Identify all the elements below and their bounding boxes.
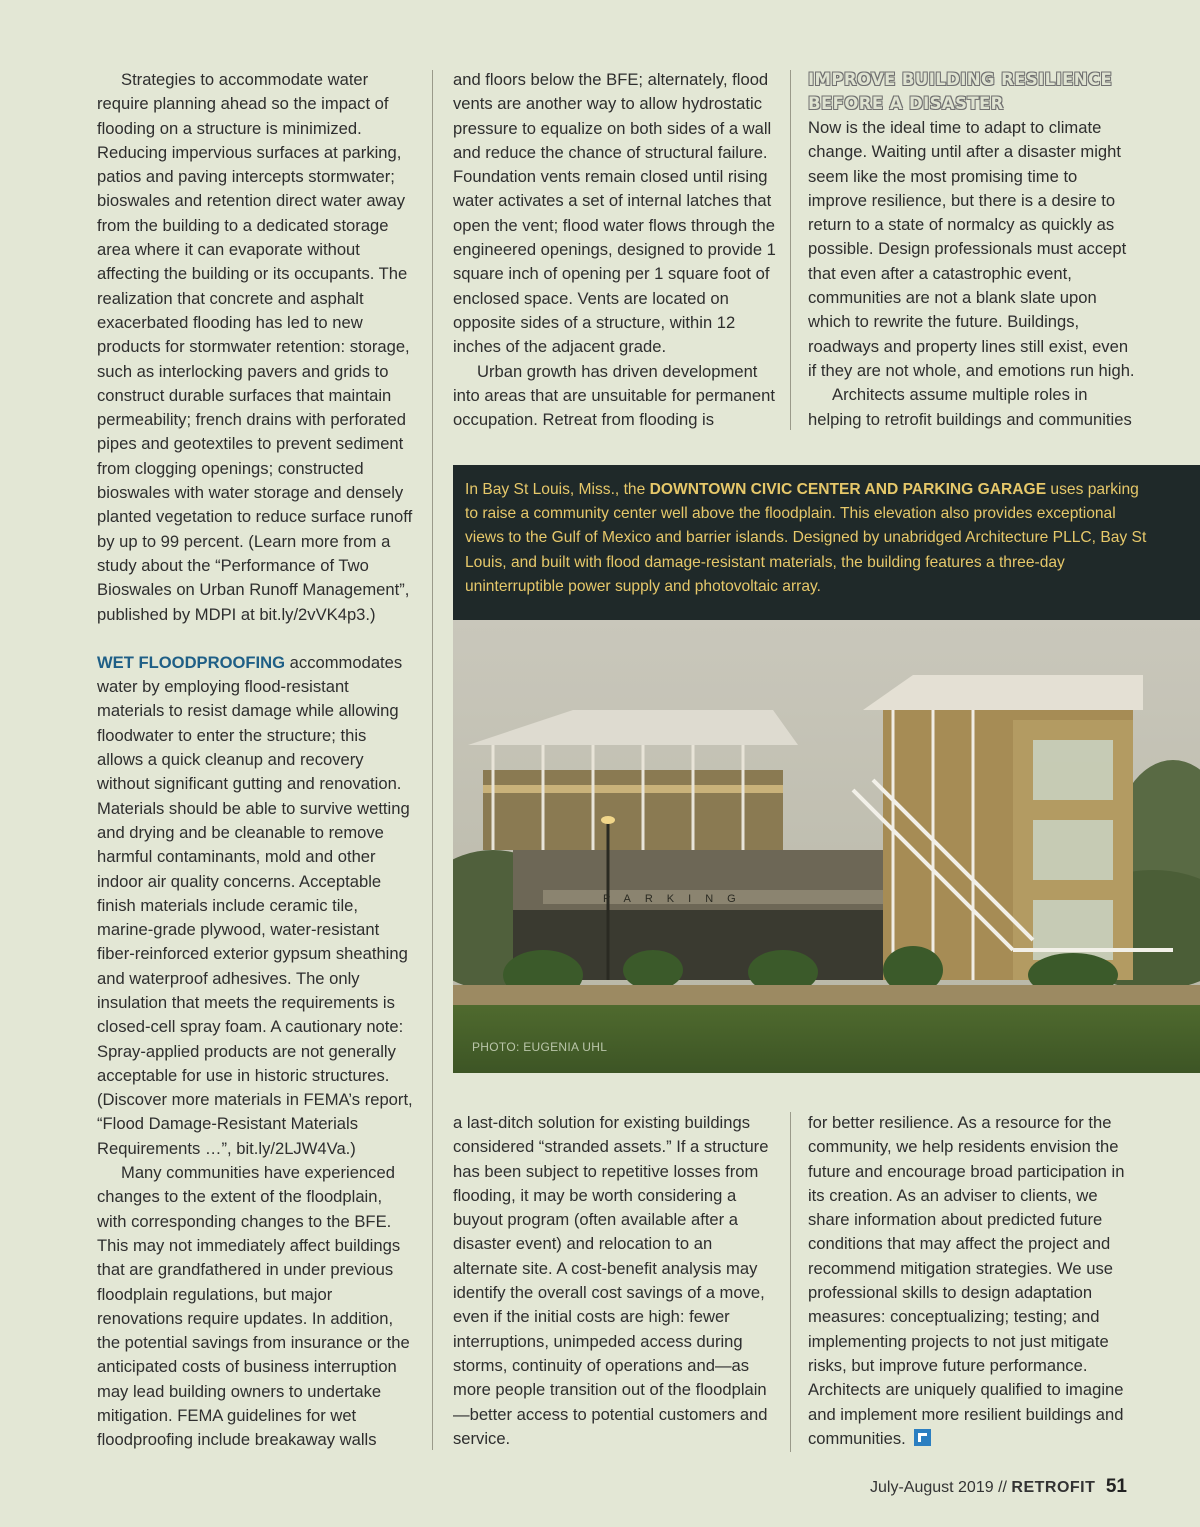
subhead-wet-floodproofing: WET FLOODPROOFING	[97, 652, 286, 672]
paragraph: and floors below the BFE; alternately, flood vents are another way to allow hydrostatic pressure to equalize on both sides of a wall and reduce the chance of structural failure. Foundation vents remain closed until rising water activates a set of internal latches that open the vent; flood water flows through the engineered openings, designed to provide 1 square inch of opening per 1 square foot of enclosed space. Vents are located on opposite sides of a structure, within 12 inches of the adjacent grade.	[453, 70, 776, 357]
paragraph: Architects assume multiple roles in helping to retrofit buildings and communities	[808, 385, 1132, 429]
paragraph: Now is the ideal time to adapt to climate change. Waiting until after a disaster might seem like the most promising time to improve resilience, but there is a desire to return to a state of normalcy as quickly as possible. Design professionals must accept that even after a catastrophic event, communities are not a blank slate upon which to rewrite the future. Buildings, roadways and property lines still exist, even if they are not whole, and emotions run high.	[808, 118, 1135, 380]
photo-caption	[453, 465, 1200, 620]
civic-center-illustration	[453, 620, 1200, 1073]
article-column-2	[453, 68, 776, 432]
column-rule	[790, 70, 791, 430]
magazine-name: RETROFIT	[1011, 1479, 1096, 1496]
paragraph: a last-ditch solution for existing buildings considered “stranded assets.” If a structure has been subject to repetitive losses from flooding, it may be worth considering a buyout program (often available after a disaster event) and relocation to an alternate site. A cost-benefit analysis may identify the overall cost savings of a move, even if the initial costs are high: fewer interruptions, unimpeded access during storms, continuity of operations and—as more people transition out of the floodplain—better access to potential customers and service.	[453, 1113, 769, 1448]
caption-project-name: DOWNTOWN CIVIC CENTER AND PARKING GARAGE	[649, 481, 1047, 498]
paragraph-text: accommodates water by employing flood-resistant materials to resist damage while allowing floodwater to enter the structure; this allows a quick cleanup and recovery without significant gutting and renovation. Materials should be able to survive wetting and drying and be cleanable to remove harmful contaminants, mold and other indoor air quality concerns. Acceptable finish materials include ceramic tile, marine-grade plywood, water-resistant fiber-reinforced exterior gypsum sheathing and waterproof adhesives. The only insulation that meets the requirements is closed-cell spray foam. A cautionary note: Spray-applied products are not generally acceptable for use in historic structures. (Discover more materials in FEMA’s report, “Flood Damage-Resistant Materials Requirements …”, bit.ly/2LJW4Va.)	[97, 652, 413, 1158]
page-footer	[870, 1476, 1127, 1498]
caption-text	[465, 478, 1155, 599]
caption-lead: In Bay St Louis, Miss., the	[465, 481, 650, 498]
column-rule	[790, 1112, 791, 1452]
end-mark-icon	[914, 1429, 931, 1446]
paragraph: Many communities have experienced changes to the extent of the floodplain, with corresponding changes to the BFE. This may not immediately affect buildings that are grandfathered in under previous floodplain regulations, but major renovations require updates. In addition, the potential savings from insurance or the anticipated costs of business interruption may lead building owners to undertake mitigation. FEMA guidelines for wet floodproofing include breakaway walls	[97, 1163, 410, 1450]
paragraph: Urban growth has driven development into areas that are unsuitable for permanent occupation. Retreat from flooding is	[453, 361, 775, 430]
building-photo	[453, 620, 1200, 1073]
article-column-4	[453, 1111, 776, 1451]
paragraph-text: for better resilience. As a resource for the community, we help residents envision the future and encourage broad participation in its creation. As an adviser to clients, we share information about predicted future conditions that may affect the project and recommend mitigation strategies. We use professional skills to design adaptation measures: conceptualizing; testing; and implementing projects to not just mitigate risks, but improve future performance. Architects are uniquely qualified to imagine and implement more resilient buildings and communities.	[808, 1113, 1125, 1448]
parking-sign: PARKING	[603, 893, 750, 905]
column-rule	[432, 70, 433, 1450]
issue-date: July-August 2019 //	[869, 1479, 1007, 1496]
article-column-3	[808, 68, 1138, 432]
paragraph	[97, 651, 415, 1161]
article-column-1	[97, 68, 415, 1453]
page-number: 51	[1105, 1476, 1127, 1497]
photo-credit: PHOTO: EUGENIA UHL	[472, 1040, 608, 1054]
article-column-5	[808, 1111, 1138, 1451]
paragraph: Strategies to accommodate water require planning ahead so the impact of flooding on a structure is minimized. Reducing impervious surfaces at parking, patios and paving intercepts stormwater; bioswales and retention direct water away from the building to a dedicated storage area where it can evaporate without affecting the building or its occupants. The realization that concrete and asphalt exacerbated flooding has led to new products for stormwater retention: storage, such as interlocking pavers and grids to construct durable surfaces that maintain permeability; french drains with perforated pipes and geotextiles to prevent sediment from clogging openings; constructed bioswales with water storage and densely planted vegetation to reduce surface runoff by up to 99 percent. (Learn more from a study about the “Performance of Two Bioswales on Urban Runoff Management”, published by MDPI at bit.ly/2vVK4p3.)	[97, 70, 413, 624]
paragraph	[808, 1111, 1138, 1451]
caption-body: uses parking to raise a community center well above the floodplain. This elevation also provides exceptional views to the Gulf of Mexico and barrier islands. Designed by unabridged Architecture PLLC, Bay St Louis, and built with flood damage-resistant materials, the building features a three-day uninterruptible power supply and photovoltaic array.	[465, 481, 1147, 595]
section-heading: IMPROVE BUILDING RESILIENCE BEFORE A DISASTER	[808, 70, 1113, 113]
